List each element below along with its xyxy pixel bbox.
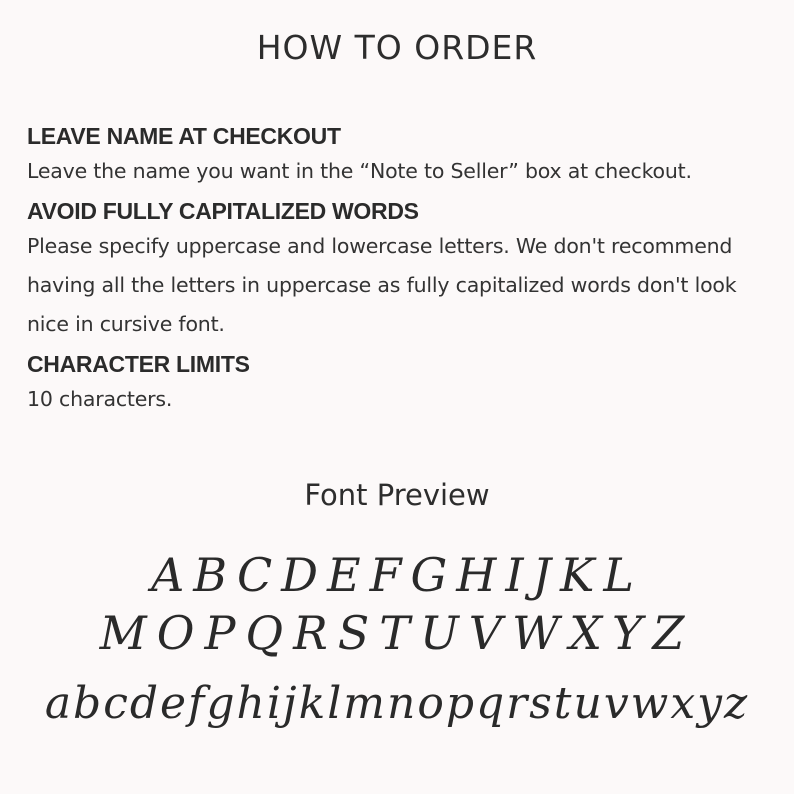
section-heading: LEAVE NAME AT CHECKOUT bbox=[27, 123, 341, 149]
section-heading: CHARACTER LIMITS bbox=[27, 351, 250, 377]
order-instructions bbox=[27, 120, 777, 423]
section-text: 10 characters. bbox=[27, 387, 173, 411]
section-character-limits bbox=[27, 348, 777, 419]
page-title: HOW TO ORDER bbox=[256, 28, 538, 67]
section-heading: AVOID FULLY CAPITALIZED WORDS bbox=[27, 198, 419, 224]
font-preview-title: Font Preview bbox=[304, 478, 490, 512]
uppercase-preview-row-1: ABCDEFGHIJKL bbox=[151, 548, 643, 602]
section-avoid-caps bbox=[27, 195, 777, 344]
lowercase-preview-row: abcdefghijklmnopqrstuvwxyz bbox=[44, 678, 750, 729]
section-text: Please specify uppercase and lowercase letters. We don't recommend having all the letters in uppercase as fully capitalized words don't look nice in cursive font. bbox=[27, 234, 737, 336]
section-leave-name bbox=[27, 120, 777, 191]
section-text: Leave the name you want in the “Note to Seller” box at checkout. bbox=[27, 159, 692, 183]
uppercase-preview-row-2: MOPQRSTUVWXYZ bbox=[99, 606, 695, 660]
